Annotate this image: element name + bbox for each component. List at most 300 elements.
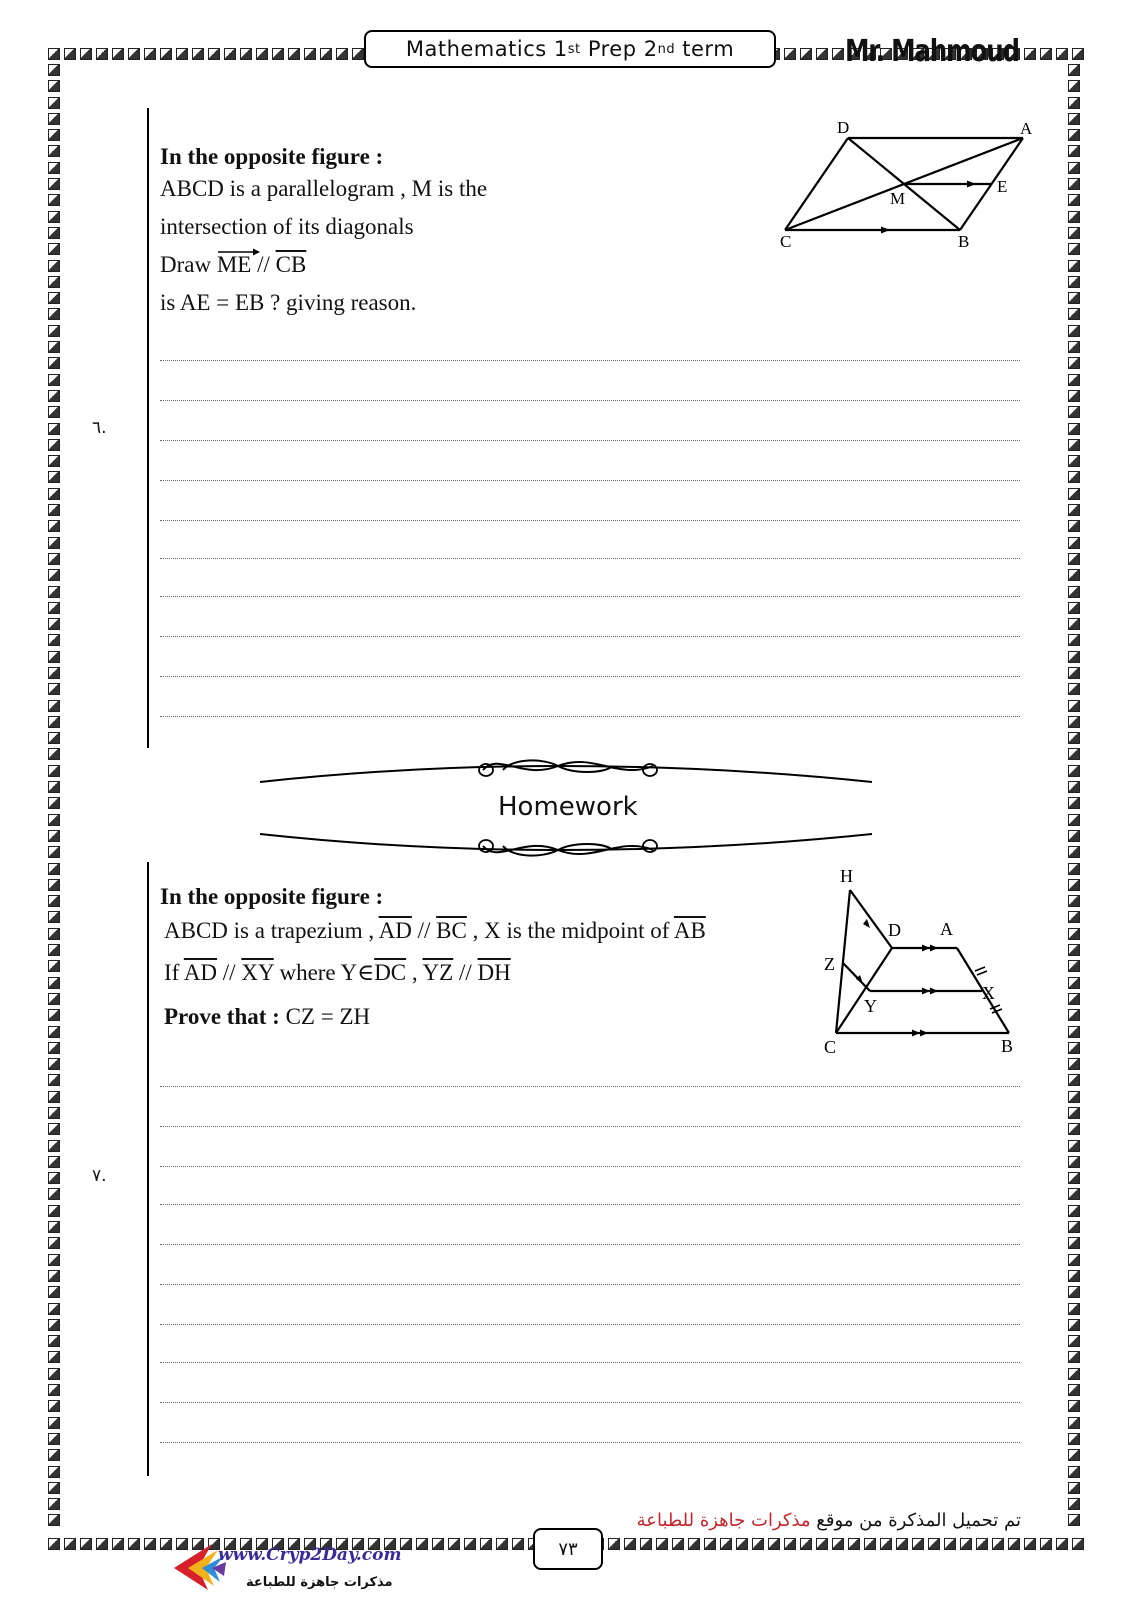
- border-cell: [608, 1538, 620, 1550]
- border-cell: [416, 1538, 428, 1550]
- q7-label-x: X: [982, 983, 995, 1003]
- border-cell: [48, 586, 60, 598]
- border-cell: [304, 48, 316, 60]
- border-cell: [48, 1058, 60, 1070]
- prep-num: 1: [553, 37, 568, 61]
- border-cell: [1068, 863, 1080, 875]
- q7-answer-line[interactable]: [160, 1402, 1020, 1403]
- border-cell: [1068, 1433, 1080, 1445]
- border-cell: [48, 1156, 60, 1168]
- border-cell: [656, 1538, 668, 1550]
- q7-label-a: A: [940, 919, 953, 939]
- border-cell: [1040, 1538, 1052, 1550]
- border-cell: [240, 48, 252, 60]
- border-cell: [48, 732, 60, 744]
- border-cell: [48, 1237, 60, 1249]
- border-cell: [1068, 586, 1080, 598]
- border-cell: [784, 48, 796, 60]
- q7-seg-dc: $\overline{DC}$: [374, 960, 407, 985]
- border-cell: [1008, 1538, 1020, 1550]
- border-cell: [1068, 64, 1080, 76]
- border-cell: [1068, 227, 1080, 239]
- border-cell: [48, 211, 60, 223]
- border-cell: [48, 683, 60, 695]
- border-cell: [1068, 194, 1080, 206]
- q6-label-d: D: [837, 118, 850, 137]
- border-cell: [48, 390, 60, 402]
- border-cell: [1072, 1538, 1084, 1550]
- border-cell: [1068, 276, 1080, 288]
- border-cell: [1068, 374, 1080, 386]
- border-cell: [48, 977, 60, 989]
- q6-answer-line[interactable]: [160, 636, 1020, 637]
- border-cell: [768, 1538, 780, 1550]
- border-cell: [1068, 357, 1080, 369]
- prep-sup: st: [567, 41, 581, 57]
- border-cell: [1068, 145, 1080, 157]
- border-cell: [832, 48, 844, 60]
- border-cell: [1068, 797, 1080, 809]
- border-cell: [1068, 830, 1080, 842]
- q7-seg-ad: $\overline{AD}$: [378, 918, 412, 943]
- border-cell: [48, 553, 60, 565]
- border-cell: [48, 1351, 60, 1363]
- term-word: term: [682, 37, 735, 61]
- border-cell: [48, 292, 60, 304]
- border-cell: [128, 48, 140, 60]
- border-cell: [48, 879, 60, 891]
- border-cell: [48, 504, 60, 516]
- border-cell: [112, 48, 124, 60]
- border-cell: [48, 357, 60, 369]
- q7-line3: [164, 998, 800, 1036]
- border-cell: [48, 1107, 60, 1119]
- header-title: [364, 30, 776, 68]
- border-cell: [48, 569, 60, 581]
- border-cell: [800, 1538, 812, 1550]
- border-cell: [1068, 911, 1080, 923]
- border-cell: [1068, 488, 1080, 500]
- border-cell: [48, 406, 60, 418]
- author-name: Mr. Mahmoud: [845, 34, 1019, 69]
- border-left: [48, 64, 60, 1526]
- border-cell: [48, 471, 60, 483]
- download-note: [637, 1510, 1021, 1531]
- border-cell: [48, 178, 60, 190]
- border-cell: [1068, 292, 1080, 304]
- download-note-site[interactable]: مذكرات جاهزة للطباعة: [636, 1510, 811, 1531]
- border-cell: [288, 48, 300, 60]
- q7-l2-where: where Y: [279, 960, 358, 985]
- border-cell: [976, 1538, 988, 1550]
- q6-answer-line[interactable]: [160, 400, 1020, 401]
- site-url[interactable]: www.Cryp2Day.com: [218, 1545, 402, 1565]
- border-cell: [672, 1538, 684, 1550]
- border-cell: [1068, 1091, 1080, 1103]
- border-cell: [1068, 814, 1080, 826]
- border-cell: [96, 48, 108, 60]
- site-tagline: مذكرات جاهزة للطباعة: [246, 1575, 393, 1590]
- border-cell: [48, 1042, 60, 1054]
- q6-line3: [160, 246, 720, 284]
- border-cell: [48, 1466, 60, 1478]
- border-cell: [1068, 569, 1080, 581]
- q7-answer-line[interactable]: [160, 1086, 1020, 1087]
- q7-margin-line: [147, 862, 149, 1476]
- border-cell: [1068, 1384, 1080, 1396]
- border-cell: [48, 830, 60, 842]
- border-cell: [1024, 48, 1036, 60]
- q6-draw-word: Draw: [160, 252, 212, 277]
- border-cell: [1068, 1417, 1080, 1429]
- border-cell: [1068, 1026, 1080, 1038]
- q6-answer-line[interactable]: [160, 558, 1020, 559]
- q7-answer-line[interactable]: [160, 1362, 1020, 1363]
- q7-line1: [164, 912, 800, 950]
- border-cell: [1072, 48, 1084, 60]
- border-cell: [256, 48, 268, 60]
- border-cell: [1068, 1123, 1080, 1135]
- border-cell: [736, 1538, 748, 1550]
- border-cell: [704, 1538, 716, 1550]
- border-cell: [1068, 651, 1080, 663]
- border-cell: [80, 1538, 92, 1550]
- border-cell: [1068, 781, 1080, 793]
- border-cell: [1068, 162, 1080, 174]
- border-cell: [48, 227, 60, 239]
- border-cell: [352, 48, 364, 60]
- border-cell: [48, 634, 60, 646]
- border-cell: [448, 1538, 460, 1550]
- border-cell: [48, 960, 60, 972]
- q7-label-b: B: [1001, 1036, 1014, 1056]
- border-cell: [96, 1538, 108, 1550]
- border-cell: [1068, 1482, 1080, 1494]
- border-cell: [48, 765, 60, 777]
- border-cell: [48, 537, 60, 549]
- q7-par-1: //: [417, 918, 431, 943]
- term-num: 2: [643, 37, 658, 61]
- border-cell: [48, 1221, 60, 1233]
- border-cell: [1068, 341, 1080, 353]
- q6-answer-line[interactable]: [160, 480, 1020, 481]
- border-cell: [176, 48, 188, 60]
- q6-parallel: //: [257, 252, 270, 277]
- q7-seg-yz: $\overline{YZ}$: [422, 960, 454, 985]
- q7-l1-b: , X is the midpoint of: [472, 918, 670, 943]
- border-cell: [48, 911, 60, 923]
- element-of-symbol: ∈: [357, 960, 375, 985]
- border-cell: [48, 846, 60, 858]
- q6-title: In the opposite figure :: [160, 144, 384, 169]
- q7-answer-line[interactable]: [160, 1324, 1020, 1325]
- q6-margin-line: [147, 108, 149, 748]
- border-cell: [432, 1538, 444, 1550]
- border-cell: [48, 814, 60, 826]
- border-cell: [1068, 1156, 1080, 1168]
- border-cell: [816, 48, 828, 60]
- border-cell: [48, 1498, 60, 1510]
- q6-answer-line[interactable]: [160, 676, 1020, 677]
- q6-answer-line[interactable]: [160, 596, 1020, 597]
- border-cell: [1068, 618, 1080, 630]
- q6-seg-cb: $\overline{CB}$: [275, 252, 307, 277]
- q7-label-y: Y: [864, 996, 877, 1016]
- q6-answer-line[interactable]: [160, 360, 1020, 361]
- border-cell: [48, 1188, 60, 1200]
- subject-text: Mathematics: [405, 37, 547, 61]
- border-cell: [64, 1538, 76, 1550]
- border-cell: [496, 1538, 508, 1550]
- border-cell: [336, 48, 348, 60]
- border-cell: [48, 1514, 60, 1526]
- q6-label-c: C: [780, 232, 792, 251]
- q7-par-2: //: [222, 960, 236, 985]
- border-cell: [1068, 97, 1080, 109]
- q7-trapezium-figure: [824, 866, 1040, 1058]
- border-cell: [1068, 748, 1080, 760]
- border-cell: [1068, 553, 1080, 565]
- border-cell: [752, 1538, 764, 1550]
- border-cell: [1056, 1538, 1068, 1550]
- border-cell: [1068, 178, 1080, 190]
- border-cell: [1068, 683, 1080, 695]
- border-cell: [1068, 1058, 1080, 1070]
- border-cell: [1068, 1074, 1080, 1086]
- border-cell: [1068, 1009, 1080, 1021]
- border-cell: [48, 325, 60, 337]
- q7-seg-xy: $\overline{XY}$: [241, 960, 274, 985]
- q7-answer-line[interactable]: [160, 1166, 1020, 1167]
- border-cell: [1068, 960, 1080, 972]
- border-cell: [48, 162, 60, 174]
- border-cell: [960, 1538, 972, 1550]
- border-cell: [1068, 634, 1080, 646]
- border-cell: [48, 618, 60, 630]
- border-cell: [48, 1384, 60, 1396]
- term-sup: nd: [657, 41, 676, 57]
- border-cell: [48, 1303, 60, 1315]
- border-cell: [1068, 406, 1080, 418]
- border-cell: [48, 243, 60, 255]
- q7-label-d: D: [888, 920, 901, 940]
- border-cell: [1068, 504, 1080, 516]
- border-cell: [640, 1538, 652, 1550]
- border-cell: [48, 1091, 60, 1103]
- border-cell: [272, 48, 284, 60]
- border-cell: [224, 48, 236, 60]
- border-cell: [112, 1538, 124, 1550]
- border-cell: [48, 1335, 60, 1347]
- q6-answer-line[interactable]: [160, 716, 1020, 717]
- q7-title: In the opposite figure :: [160, 884, 384, 909]
- q7-comma: ,: [411, 960, 418, 985]
- q6-answer-line[interactable]: [160, 520, 1020, 521]
- q7-label-z: Z: [824, 954, 835, 974]
- border-cell: [320, 48, 332, 60]
- q7-l2-if: If: [164, 960, 180, 985]
- border-cell: [48, 520, 60, 532]
- border-cell: [1068, 716, 1080, 728]
- border-cell: [128, 1538, 140, 1550]
- border-cell: [48, 455, 60, 467]
- border-right: [1068, 64, 1080, 1526]
- border-cell: [48, 602, 60, 614]
- border-cell: [48, 1074, 60, 1086]
- q6-label-a: A: [1020, 119, 1033, 138]
- border-cell: [1068, 602, 1080, 614]
- border-cell: [896, 1538, 908, 1550]
- homework-top-ornament: [258, 748, 874, 788]
- border-cell: [1068, 1303, 1080, 1315]
- border-cell: [1068, 1042, 1080, 1054]
- border-cell: [1068, 1335, 1080, 1347]
- border-cell: [48, 928, 60, 940]
- border-cell: [48, 80, 60, 92]
- border-cell: [1068, 1449, 1080, 1461]
- border-cell: [1068, 1205, 1080, 1217]
- border-cell: [48, 439, 60, 451]
- border-cell: [1068, 1368, 1080, 1380]
- border-cell: [1068, 243, 1080, 255]
- q6-line1: ABCD is a parallelogram , M is the: [160, 176, 488, 201]
- border-cell: [1024, 1538, 1036, 1550]
- border-cell: [1068, 1286, 1080, 1298]
- border-cell: [1068, 732, 1080, 744]
- border-cell: [1068, 1466, 1080, 1478]
- border-cell: [912, 1538, 924, 1550]
- border-cell: [48, 1172, 60, 1184]
- q7-answer-line[interactable]: [160, 1126, 1020, 1127]
- border-cell: [512, 1538, 524, 1550]
- border-cell: [48, 700, 60, 712]
- border-cell: [160, 48, 172, 60]
- border-cell: [48, 863, 60, 875]
- q7-seg-bc: $\overline{BC}$: [436, 918, 467, 943]
- border-cell: [80, 48, 92, 60]
- border-cell: [1068, 765, 1080, 777]
- border-cell: [800, 48, 812, 60]
- border-cell: [464, 1538, 476, 1550]
- border-cell: [48, 129, 60, 141]
- border-cell: [832, 1538, 844, 1550]
- border-cell: [1068, 928, 1080, 940]
- border-cell: [1068, 260, 1080, 272]
- border-cell: [1040, 48, 1052, 60]
- border-cell: [48, 1286, 60, 1298]
- border-cell: [48, 145, 60, 157]
- border-cell: [64, 48, 76, 60]
- border-cell: [48, 423, 60, 435]
- border-cell: [1068, 471, 1080, 483]
- q7-answer-line[interactable]: [160, 1204, 1020, 1205]
- border-cell: [1068, 1221, 1080, 1233]
- border-cell: [1068, 308, 1080, 320]
- q7-prove-label: Prove that :: [164, 1004, 280, 1029]
- border-cell: [48, 1368, 60, 1380]
- border-cell: [944, 1538, 956, 1550]
- border-cell: [1068, 520, 1080, 532]
- border-cell: [1068, 846, 1080, 858]
- border-cell: [48, 1538, 60, 1550]
- border-cell: [1068, 113, 1080, 125]
- q7-answer-line[interactable]: [160, 1284, 1020, 1285]
- border-cell: [48, 1140, 60, 1152]
- border-cell: [48, 1433, 60, 1445]
- border-cell: [48, 895, 60, 907]
- border-cell: [48, 993, 60, 1005]
- border-cell: [48, 1449, 60, 1461]
- border-cell: [1068, 993, 1080, 1005]
- border-cell: [1056, 48, 1068, 60]
- border-cell: [48, 260, 60, 272]
- border-cell: [208, 48, 220, 60]
- page-number: ٧٣: [533, 1528, 603, 1570]
- border-cell: [480, 1538, 492, 1550]
- border-cell: [1068, 1498, 1080, 1510]
- border-cell: [1068, 1254, 1080, 1266]
- border-cell: [1068, 325, 1080, 337]
- q7-answer-line[interactable]: [160, 1442, 1020, 1443]
- q7-prove-text: CZ = ZH: [285, 1004, 371, 1029]
- border-cell: [1068, 1400, 1080, 1412]
- border-cell: [48, 113, 60, 125]
- border-cell: [1068, 1140, 1080, 1152]
- q6-number: ٦.: [92, 418, 107, 438]
- q7-answer-line[interactable]: [160, 1244, 1020, 1245]
- q7-seg-ad2: $\overline{AD}$: [183, 960, 218, 985]
- border-cell: [48, 667, 60, 679]
- border-cell: [1068, 129, 1080, 141]
- border-cell: [784, 1538, 796, 1550]
- border-cell: [1068, 879, 1080, 891]
- border-cell: [48, 308, 60, 320]
- border-cell: [1068, 390, 1080, 402]
- border-cell: [400, 1538, 412, 1550]
- border-cell: [688, 1538, 700, 1550]
- border-cell: [1068, 80, 1080, 92]
- q6-text-block: [160, 144, 720, 322]
- q6-label-m: M: [890, 189, 906, 208]
- homework-title: Homework: [498, 792, 638, 822]
- border-cell: [48, 944, 60, 956]
- q7-line2: [164, 954, 800, 992]
- border-cell: [864, 1538, 876, 1550]
- vector-arrow-icon: [217, 248, 261, 256]
- border-cell: [816, 1538, 828, 1550]
- q6-answer-line[interactable]: [160, 440, 1020, 441]
- border-cell: [48, 374, 60, 386]
- q7-label-c: C: [824, 1037, 837, 1057]
- q7-seg-dh: $\overline{DH}$: [477, 960, 511, 985]
- q7-l1-a: ABCD is a trapezium ,: [164, 918, 375, 943]
- q6-parallelogram-figure: [780, 118, 1040, 258]
- border-cell: [48, 716, 60, 728]
- border-cell: [192, 48, 204, 60]
- border-cell: [48, 341, 60, 353]
- q6-label-b: B: [958, 232, 970, 251]
- homework-bottom-ornament: [258, 828, 874, 868]
- q7-par-3: //: [458, 960, 472, 985]
- border-cell: [48, 1009, 60, 1021]
- q7-text-block: [160, 884, 800, 1036]
- border-cell: [48, 48, 60, 60]
- border-cell: [848, 1538, 860, 1550]
- border-cell: [48, 1319, 60, 1331]
- border-cell: [1068, 667, 1080, 679]
- border-cell: [1068, 423, 1080, 435]
- q6-label-e: E: [997, 177, 1008, 196]
